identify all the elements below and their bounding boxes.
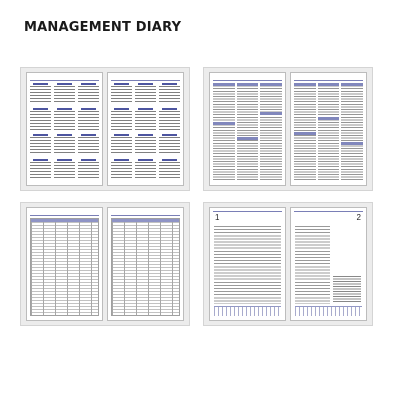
planner-page-left — [26, 207, 103, 321]
diary-day-spread — [203, 202, 373, 326]
calendar-page-right — [107, 72, 184, 186]
info-page-right — [290, 72, 367, 186]
calendar-page-left — [26, 72, 103, 186]
useful-info-spread — [203, 67, 373, 191]
day-number: 2 — [356, 213, 361, 222]
page-title: MANAGEMENT DIARY — [24, 20, 182, 35]
info-page-left — [209, 72, 286, 186]
day-number: 1 — [215, 213, 220, 222]
diary-page-left — [209, 207, 286, 321]
diary-page-right — [290, 207, 367, 321]
planner-page-right — [107, 207, 184, 321]
year-calendar-spread — [20, 67, 190, 191]
year-planner-spread — [20, 202, 190, 326]
